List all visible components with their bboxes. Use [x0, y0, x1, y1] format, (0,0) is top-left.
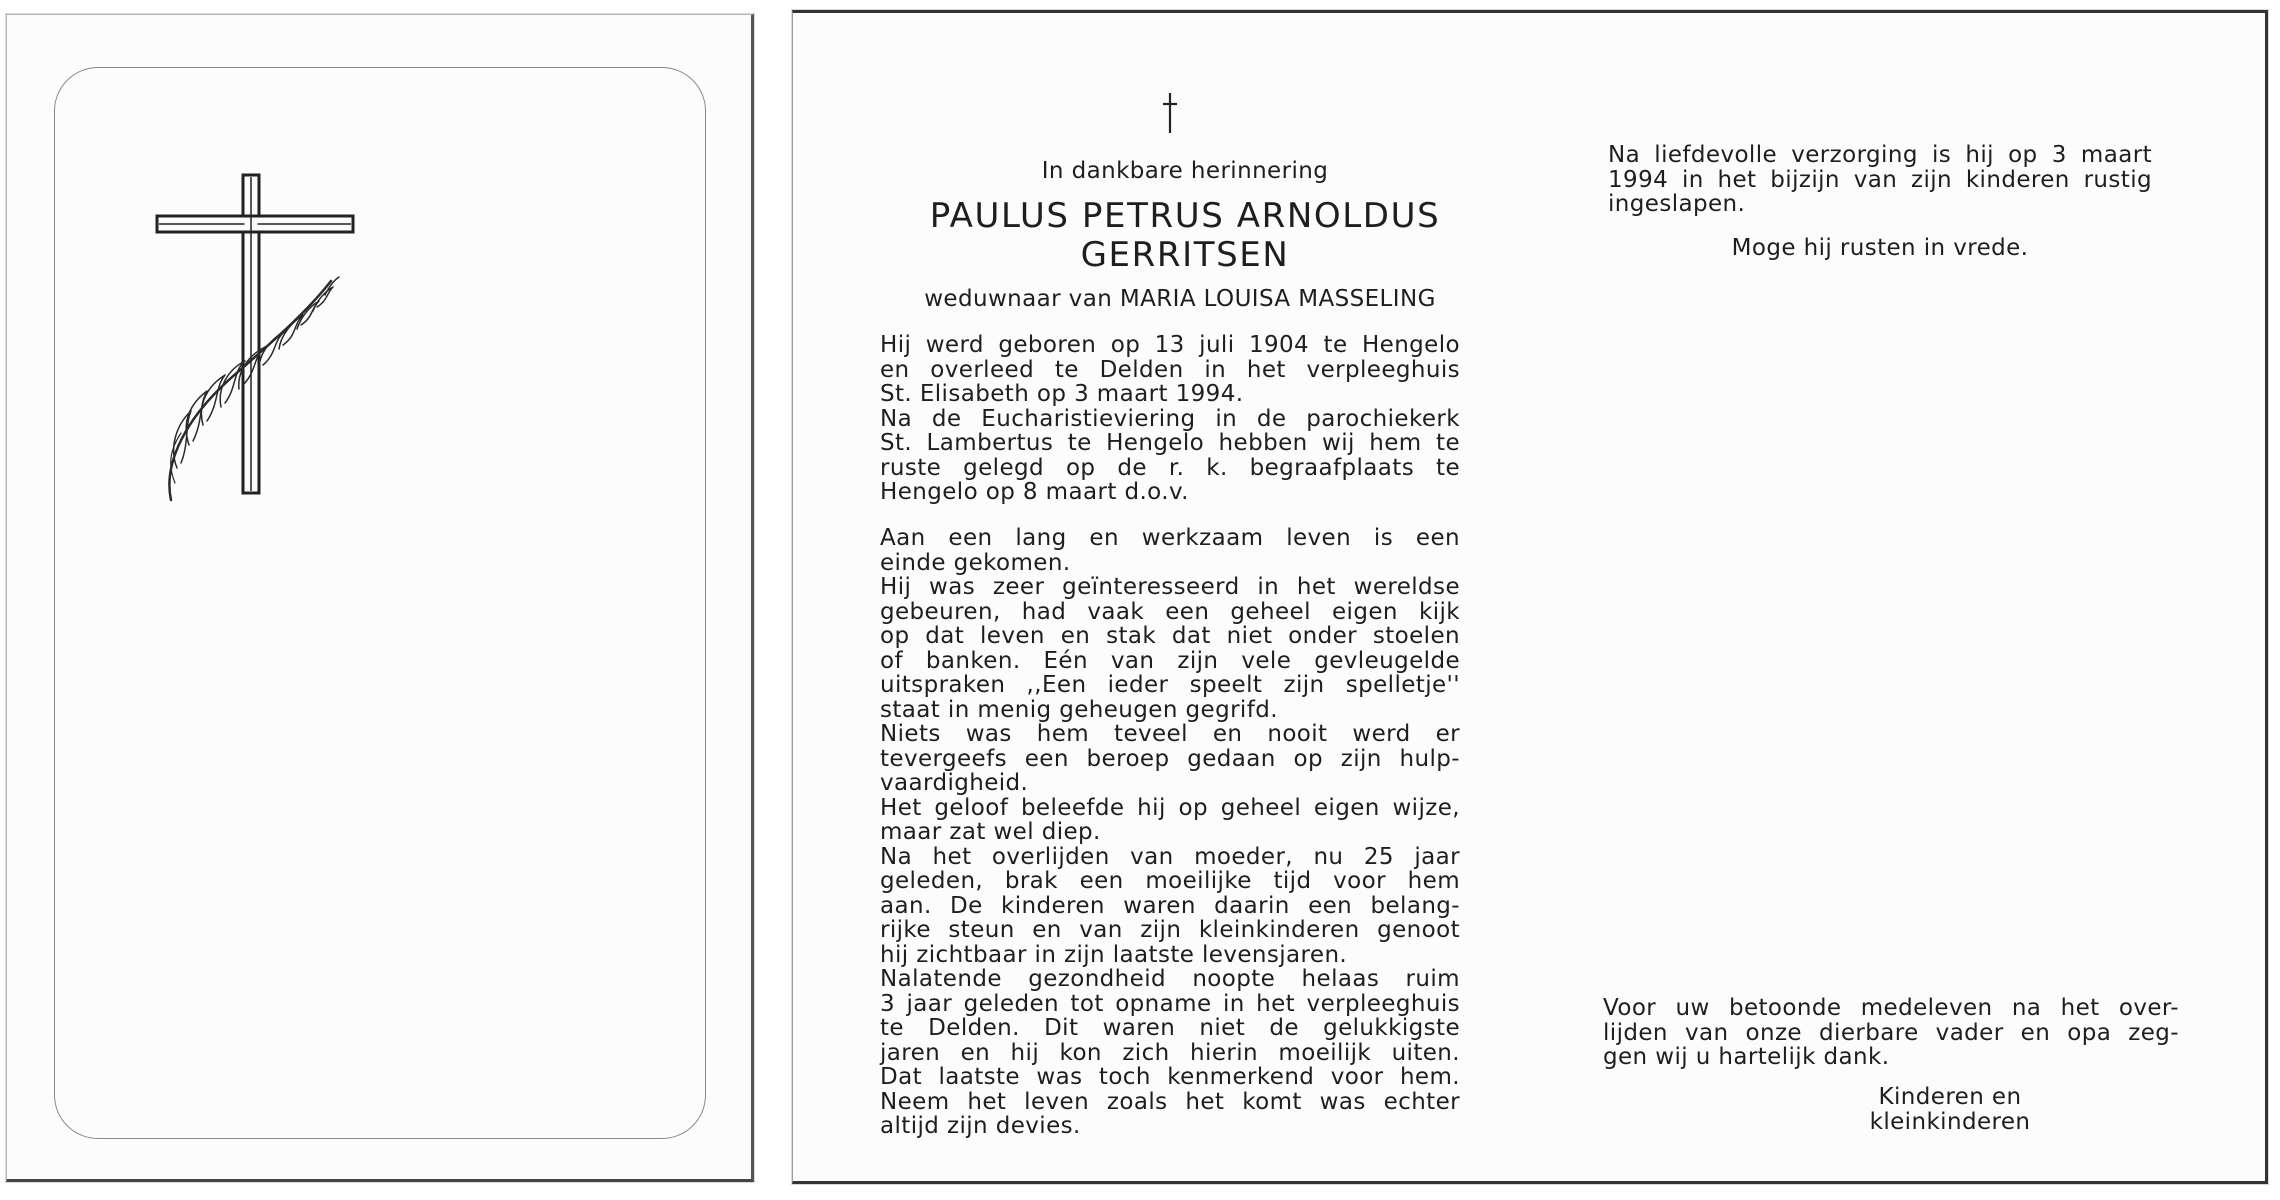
palm-branch-icon: [169, 277, 339, 500]
text-line: Na het overlijden van moeder, nu 25 jaar: [880, 843, 1460, 870]
text-line: Na de Eucharistieviering in de parochiekerk: [880, 405, 1460, 432]
text-line: op dat leven en stak dat niet onder stoelen: [880, 623, 1460, 649]
text-line: altijd zijn devies.: [880, 1113, 1081, 1139]
cross-with-palm-icon: [141, 163, 381, 513]
widower-of-text: weduwnaar van MARIA LOUISA MASSELING: [924, 286, 1436, 312]
text-line: Hij was zeer geïnteresseerd in het wereldse: [880, 574, 1460, 600]
text-line: Aan een lang en werkzaam leven is een: [880, 525, 1460, 551]
text-line: einde gekomen.: [880, 549, 1071, 576]
deceased-name: [872, 197, 1498, 275]
biography-paragraph: [880, 526, 1460, 1139]
text-line: uitspraken ,,Een ieder speelt zijn spelletje'': [880, 672, 1460, 698]
text-line: lijden van onze dierbare vader en opa zeg-: [1603, 1019, 2179, 1046]
text-line: aan. De kinderen waren daarin een belang-: [880, 892, 1460, 919]
text-line: St. Elisabeth op 3 maart 1994.: [880, 381, 1244, 407]
name-line: GERRITSEN: [1080, 235, 1290, 275]
text-line: of banken. Eén van zijn vele gevleugelde: [880, 647, 1460, 674]
signature-text: Kinderen en kleinkinderen: [1869, 1084, 2031, 1135]
text-line: 3 jaar geleden tot opname in het verpleeghuis: [880, 990, 1460, 1017]
text-line: Het geloof beleefde hij op geheel eigen wijze,: [880, 794, 1460, 821]
biography-paragraph: [880, 333, 1460, 505]
intro-text: In dankbare herinnering: [1041, 158, 1329, 184]
text-line: Na liefdevolle verzorging is hij op 3 maart: [1608, 142, 2152, 168]
text-line: geleden, brak een moeilijke tijd voor hem: [880, 868, 1460, 894]
passing-paragraph: [1608, 143, 2152, 217]
text-line: te Delden. Dit waren niet de gelukkigste: [880, 1015, 1460, 1041]
text-line: rijke steun en van zijn kleinkinderen genoot: [880, 917, 1460, 943]
text-line: vaardigheid.: [880, 770, 1029, 796]
text-line: ingeslapen.: [1608, 191, 1746, 217]
text-line: 1994 in het bijzijn van zijn kinderen rustig: [1608, 166, 2152, 193]
blessing-text: Moge hij rusten in vrede.: [1731, 235, 2029, 261]
text-line: gen wij u hartelijk dank.: [1603, 1044, 1890, 1070]
text-line: en overleed te Delden in het verpleeghuis: [880, 356, 1460, 383]
text-line: tevergeefs een beroep gedaan op zijn hulp-: [880, 745, 1460, 772]
text-line: ruste gelegd op de r. k. begraafplaats te: [880, 454, 1460, 481]
thanks-paragraph: [1603, 996, 2179, 1070]
text-line: Hengelo op 8 maart d.o.v.: [880, 479, 1189, 505]
text-line: Nalatende gezondheid noopte helaas ruim: [880, 966, 1460, 992]
text-line: Hij werd geboren op 13 juli 1904 te Hengelo: [880, 332, 1460, 358]
text-line: Neem het leven zoals het komt was echter: [880, 1088, 1460, 1115]
text-line: staat in menig geheugen gegrifd.: [880, 696, 1278, 723]
dagger-icon: [1161, 91, 1179, 135]
text-line: St. Lambertus te Hengelo hebben wij hem te: [880, 430, 1460, 456]
text-line: maar zat wel diep.: [880, 819, 1101, 845]
text-line: gebeuren, had vaak een geheel eigen kijk: [880, 598, 1460, 625]
text-line: jaren en hij kon zich hierin moeilijk uiten.: [880, 1039, 1460, 1066]
text-line: hij zichtbaar in zijn laatste levensjaren.: [880, 941, 1348, 968]
name-line: PAULUS PETRUS ARNOLDUS: [929, 196, 1441, 236]
text-line: Niets was hem teveel en nooit werd er: [880, 721, 1460, 747]
text-line: Voor uw betoonde medeleven na het over-: [1603, 995, 2179, 1021]
text-line: Dat laatste was toch kenmerkend voor hem.: [880, 1064, 1460, 1090]
cross-icon: [157, 175, 353, 493]
